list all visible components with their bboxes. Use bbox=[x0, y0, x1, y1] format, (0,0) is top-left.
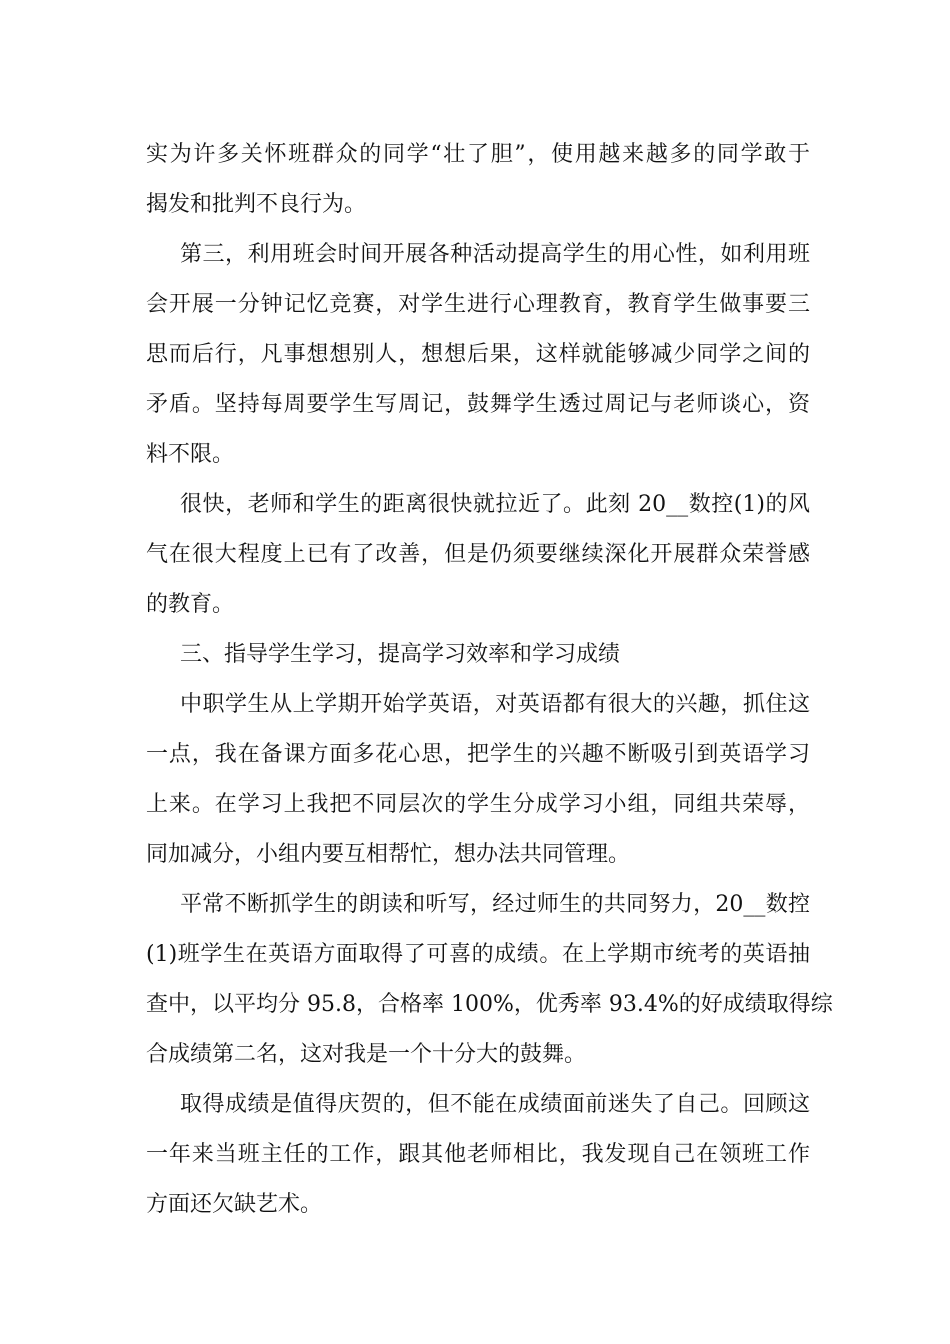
text-line: 的教育。 bbox=[146, 592, 235, 617]
text-line: 合成绩第二名，这对我是一个十分大的鼓舞。 bbox=[146, 1042, 587, 1067]
document-body bbox=[146, 130, 833, 1230]
paragraph-first-line: 中职学生从上学期开始学英语，对英语都有很大的兴趣，抓住这 bbox=[180, 692, 810, 717]
paragraph-first-line: 平常不断抓学生的朗读和听写，经过师生的共同努力，20__数控 bbox=[180, 892, 810, 917]
text-line: 会开展一分钟记忆竞赛，对学生进行心理教育，教育学生做事要三 bbox=[146, 292, 810, 317]
text-line: 矛盾。坚持每周要学生写周记，鼓舞学生透过周记与老师谈心，资 bbox=[146, 392, 810, 417]
text-line: 揭发和批判不良行为。 bbox=[146, 192, 367, 217]
text-line: 料不限。 bbox=[146, 442, 235, 467]
text-line: 同加减分，小组内要互相帮忙，想办法共同管理。 bbox=[146, 842, 631, 867]
text-line: 方面还欠缺艺术。 bbox=[146, 1192, 323, 1217]
text-line: 查中，以平均分 95.8，合格率 100%，优秀率 93.4%的好成绩取得综 bbox=[146, 992, 833, 1017]
paragraph-first-line: 取得成绩是值得庆贺的，但不能在成绩面前迷失了自己。回顾这 bbox=[180, 1092, 810, 1117]
text-line: 思而后行，凡事想想别人，想想后果，这样就能够减少同学之间的 bbox=[146, 342, 810, 367]
text-line: 一年来当班主任的工作，跟其他老师相比，我发现自己在领班工作 bbox=[146, 1142, 810, 1167]
text-line: 气在很大程度上已有了改善，但是仍须要继续深化开展群众荣誉感 bbox=[146, 542, 810, 567]
paragraph-first-line: 很快，老师和学生的距离很快就拉近了。此刻 20__数控(1)的风 bbox=[180, 492, 810, 517]
text-line: 一点，我在备课方面多花心思，把学生的兴趣不断吸引到英语学习 bbox=[146, 742, 810, 767]
text-line: 上来。在学习上我把不同层次的学生分成学习小组，同组共荣辱， bbox=[146, 792, 810, 817]
text-line: (1)班学生在英语方面取得了可喜的成绩。在上学期市统考的英语抽 bbox=[146, 942, 810, 967]
section-heading: 三、指导学生学习，提高学习效率和学习成绩 bbox=[180, 642, 621, 667]
paragraph-first-line: 第三，利用班会时间开展各种活动提高学生的用心性，如利用班 bbox=[180, 242, 810, 267]
text-line: 实为许多关怀班群众的同学“壮了胆”，使用越来越多的同学敢于 bbox=[146, 142, 810, 167]
